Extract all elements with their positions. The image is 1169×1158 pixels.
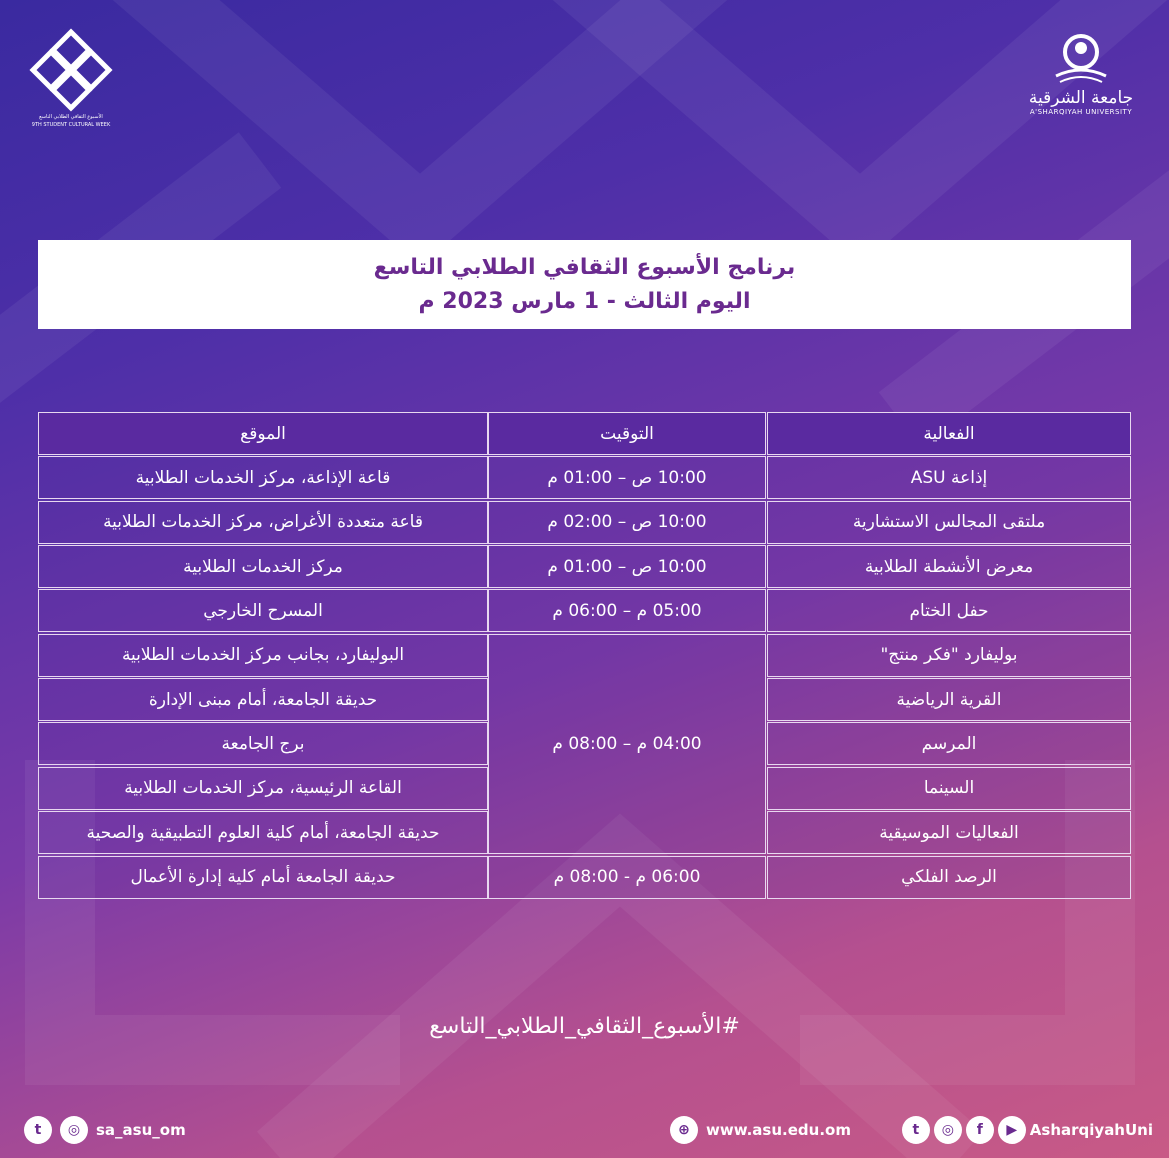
- time-cell: 10:00 ص – 01:00 م: [488, 456, 766, 499]
- merged-time-cell: 04:00 م – 08:00 م: [488, 634, 766, 854]
- time-cell: 10:00 ص – 02:00 م: [488, 501, 766, 544]
- activity-cell: القرية الرياضية: [767, 678, 1131, 721]
- header-activity: الفعالية: [767, 412, 1131, 455]
- university-name-ar: جامعة الشرقية: [1028, 88, 1134, 108]
- cultural-week-emblem-icon: [29, 28, 113, 112]
- activity-cell: المرسم: [767, 722, 1131, 765]
- activity-cell: الرصد الفلكي: [767, 856, 1131, 899]
- location-cell: حديقة الجامعة أمام كلية إدارة الأعمال: [38, 856, 488, 899]
- university-name-en: A'SHARQIYAH UNIVERSITY: [1029, 108, 1133, 116]
- footer-left-social: [24, 1116, 186, 1144]
- university-emblem-icon: [1046, 28, 1116, 88]
- header-location: الموقع: [38, 412, 488, 455]
- program-title-box: [38, 240, 1131, 329]
- activity-cell: حفل الختام: [767, 589, 1131, 632]
- twitter-icon[interactable]: t: [902, 1116, 930, 1144]
- time-cell: 10:00 ص – 01:00 م: [488, 545, 766, 588]
- location-cell: حديقة الجامعة، أمام كلية العلوم التطبيقية والصحية: [38, 811, 488, 854]
- university-logo: [1021, 28, 1141, 128]
- website-link[interactable]: www.asu.edu.om: [706, 1121, 851, 1139]
- footer-right-social: [902, 1116, 1153, 1144]
- instagram-icon[interactable]: ◎: [60, 1116, 88, 1144]
- right-social-handle[interactable]: AsharqiyahUni: [1029, 1121, 1153, 1139]
- footer-website: [670, 1116, 851, 1144]
- twitter-icon[interactable]: t: [24, 1116, 52, 1144]
- youtube-icon[interactable]: ▶: [998, 1116, 1026, 1144]
- location-cell: القاعة الرئيسية، مركز الخدمات الطلابية: [38, 767, 488, 810]
- globe-icon[interactable]: ⊕: [670, 1116, 698, 1144]
- time-cell: 05:00 م – 06:00 م: [488, 589, 766, 632]
- header-time: التوقيت: [488, 412, 766, 455]
- cultural-week-caption-en: 9TH STUDENT CULTURAL WEEK: [31, 122, 111, 128]
- activity-cell: بوليفارد "فكر منتج": [767, 634, 1131, 677]
- program-date: اليوم الثالث - 1 مارس 2023 م: [418, 288, 751, 314]
- program-title: برنامج الأسبوع الثقافي الطلابي التاسع: [373, 254, 796, 280]
- facebook-icon[interactable]: f: [966, 1116, 994, 1144]
- activity-cell: الفعاليات الموسيقية: [767, 811, 1131, 854]
- activity-cell: ملتقى المجالس الاستشارية: [767, 501, 1131, 544]
- instagram-icon[interactable]: ◎: [934, 1116, 962, 1144]
- left-social-handle[interactable]: sa_asu_om: [96, 1121, 186, 1139]
- location-cell: البوليفارد، بجانب مركز الخدمات الطلابية: [38, 634, 488, 677]
- location-cell: حديقة الجامعة، أمام مبنى الإدارة: [38, 678, 488, 721]
- hashtag: #الأسبوع_الثقافي_الطلابي_التاسع: [429, 1014, 740, 1039]
- location-cell: المسرح الخارجي: [38, 589, 488, 632]
- cultural-week-caption-ar: الأسبوع الثقافي الطلابي التاسع: [39, 114, 103, 120]
- activity-cell: السينما: [767, 767, 1131, 810]
- location-cell: برج الجامعة: [38, 722, 488, 765]
- cultural-week-logo: [26, 28, 116, 128]
- location-cell: قاعة متعددة الأغراض، مركز الخدمات الطلابية: [38, 501, 488, 544]
- time-cell: 06:00 م - 08:00 م: [488, 856, 766, 899]
- activity-cell: معرض الأنشطة الطلابية: [767, 545, 1131, 588]
- location-cell: قاعة الإذاعة، مركز الخدمات الطلابية: [38, 456, 488, 499]
- activity-cell: إذاعة ASU: [767, 456, 1131, 499]
- location-cell: مركز الخدمات الطلابية: [38, 545, 488, 588]
